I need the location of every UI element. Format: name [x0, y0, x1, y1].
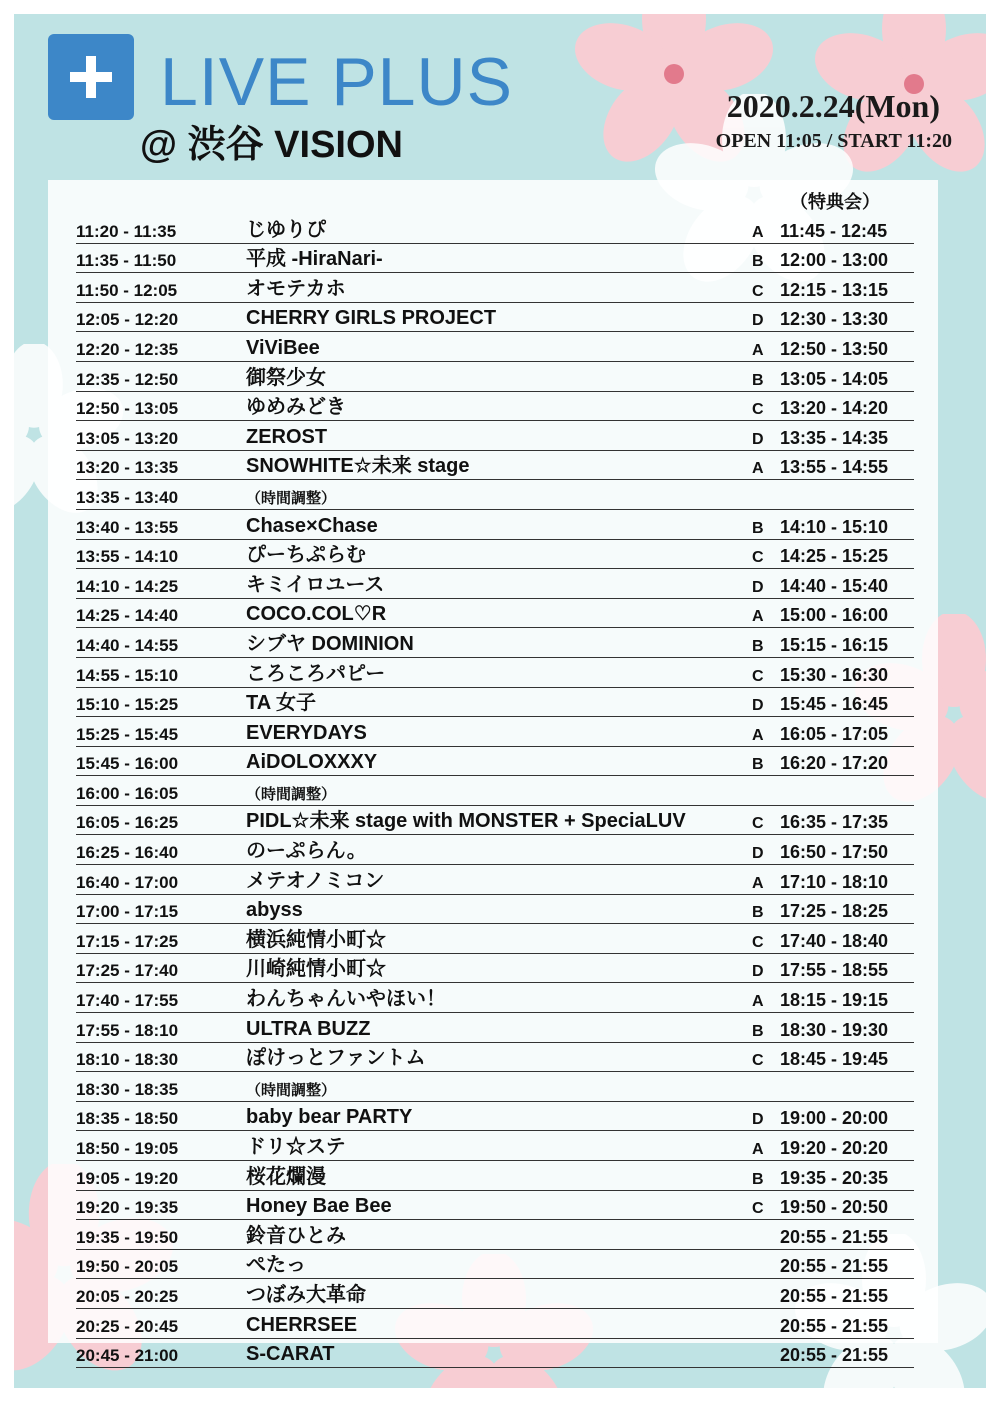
- schedule-row: [76, 1191, 914, 1221]
- tokuten-time: 20:55 - 21:55: [780, 1285, 889, 1306]
- performer-name: ZEROST: [246, 425, 328, 448]
- schedule-row: [76, 1161, 914, 1191]
- tokuten-time: 17:10 - 18:10: [780, 871, 889, 892]
- performer-name: （時間調整）: [246, 785, 337, 803]
- performer-name: じゆりぴ: [246, 218, 326, 241]
- tokuten-time: 13:20 - 14:20: [780, 398, 889, 419]
- tokuten-time: 19:35 - 20:35: [780, 1167, 889, 1188]
- schedule-row: [76, 421, 914, 451]
- performer-name: 桜花爛漫: [246, 1165, 326, 1188]
- performer-name: AiDOLOXXXY: [246, 751, 378, 774]
- schedule-row: [76, 273, 914, 303]
- performer-name: S-CARAT: [246, 1343, 335, 1366]
- time-slot: 13:40 - 13:55: [76, 517, 179, 537]
- tokuten-time: 14:10 - 15:10: [780, 516, 889, 537]
- performer-name: Chase×Chase: [246, 514, 378, 537]
- tokuten-time: 12:50 - 13:50: [780, 338, 889, 359]
- tokuten-group: A: [752, 874, 764, 892]
- time-slot: 14:40 - 14:55: [76, 635, 179, 655]
- time-slot: 15:10 - 15:25: [76, 695, 179, 715]
- schedule-row: [76, 480, 914, 510]
- schedule-row: [76, 510, 914, 540]
- tokuten-group: C: [752, 401, 764, 419]
- tokuten-group: A: [752, 608, 764, 626]
- time-slot: 11:50 - 12:05: [76, 280, 178, 300]
- tokuten-time: 18:30 - 19:30: [780, 1019, 889, 1040]
- performer-name: ぴーちぷらむ: [246, 544, 366, 567]
- performer-name: abyss: [246, 899, 303, 922]
- tokuten-group: C: [752, 282, 764, 300]
- tokuten-time: 17:25 - 18:25: [780, 901, 889, 922]
- performer-name: 川崎純情小町☆: [246, 958, 386, 981]
- performer-name: 鈴音ひとみ: [246, 1224, 346, 1247]
- schedule-row: [76, 1339, 914, 1369]
- schedule-row: [76, 214, 914, 244]
- time-slot: 13:35 - 13:40: [76, 487, 179, 507]
- tokuten-time: 20:55 - 21:55: [780, 1345, 889, 1366]
- time-slot: 13:05 - 13:20: [76, 428, 179, 448]
- schedule-row: [76, 954, 914, 984]
- performer-name: 平成 -HiraNari-: [246, 248, 383, 271]
- tokuten-time: 18:45 - 19:45: [780, 1049, 889, 1070]
- venue-name: @ 渋谷 VISION: [140, 124, 403, 166]
- time-slot: 12:20 - 12:35: [76, 339, 179, 359]
- tokuten-group: A: [752, 726, 764, 744]
- tokuten-time: 19:50 - 20:50: [780, 1197, 889, 1218]
- schedule-row: [76, 332, 914, 362]
- open-start-times: OPEN 11:05 / START 11:20: [715, 130, 952, 152]
- time-slot: 16:00 - 16:05: [76, 783, 179, 803]
- tokuten-group: D: [752, 697, 764, 715]
- tokuten-group: C: [752, 1200, 764, 1218]
- time-slot: 12:50 - 13:05: [76, 399, 179, 419]
- performer-name: PIDL☆未来 stage with MONSTER + SpeciaLUV: [246, 810, 686, 833]
- performer-name: COCO.COL♡R: [246, 603, 387, 626]
- tokuten-group: D: [752, 312, 764, 330]
- tokuten-group: D: [752, 430, 764, 448]
- time-slot: 12:35 - 12:50: [76, 369, 179, 389]
- tokuten-time: 12:30 - 13:30: [780, 309, 889, 330]
- tokuten-group: B: [752, 637, 764, 655]
- schedule-row: [76, 540, 914, 570]
- performer-name: ぺたっ: [246, 1254, 306, 1277]
- time-slot: 11:20 - 11:35: [76, 221, 177, 241]
- tokuten-time: 16:50 - 17:50: [780, 842, 889, 863]
- schedule-row: [76, 1072, 914, 1102]
- performer-name: ULTRA BUZZ: [246, 1017, 371, 1040]
- schedule-row: [76, 362, 914, 392]
- tokuten-group: A: [752, 1141, 764, 1158]
- time-slot: 20:25 - 20:45: [76, 1316, 179, 1336]
- time-slot: 14:10 - 14:25: [76, 576, 179, 596]
- performer-name: baby bear PARTY: [246, 1106, 413, 1129]
- time-slot: 14:55 - 15:10: [76, 665, 179, 685]
- time-slot: 18:10 - 18:30: [76, 1050, 179, 1070]
- schedule-table: [76, 214, 914, 1368]
- tokuten-time: 15:45 - 16:45: [780, 694, 889, 715]
- time-slot: 11:35 - 11:50: [76, 251, 177, 271]
- schedule-row: [76, 303, 914, 333]
- schedule-row: [76, 451, 914, 481]
- schedule-row: [76, 392, 914, 422]
- performer-name: メテオノミコン: [246, 869, 385, 892]
- tokuten-time: 16:20 - 17:20: [780, 753, 889, 774]
- brand-title: LIVE PLUS: [160, 44, 513, 120]
- schedule-row: [76, 895, 914, 925]
- tokuten-time: 15:15 - 16:15: [780, 634, 889, 655]
- tokuten-time: 18:15 - 19:15: [780, 990, 889, 1011]
- tokuten-group: B: [752, 756, 764, 774]
- time-slot: 17:40 - 17:55: [76, 991, 179, 1011]
- tokuten-group: C: [752, 815, 764, 833]
- time-slot: 18:35 - 18:50: [76, 1109, 179, 1129]
- tokuten-time: 11:45 - 12:45: [780, 220, 888, 241]
- performer-name: わんちゃんいやほい！: [246, 988, 446, 1011]
- performer-name: 御祭少女: [246, 366, 326, 389]
- performer-name: キミイロユース: [246, 573, 385, 596]
- performer-name: Honey Bae Bee: [246, 1195, 392, 1218]
- tokuten-time: 17:55 - 18:55: [780, 960, 889, 981]
- tokuten-group: C: [752, 933, 764, 951]
- tokuten-time: 20:55 - 21:55: [780, 1315, 889, 1336]
- time-slot: 19:50 - 20:05: [76, 1257, 179, 1277]
- tokuten-time: 13:35 - 14:35: [780, 427, 889, 448]
- time-slot: 20:45 - 21:00: [76, 1346, 179, 1366]
- tokuten-time: 14:40 - 15:40: [780, 575, 889, 596]
- tokuten-group: B: [752, 904, 764, 922]
- schedule-row: [76, 1220, 914, 1250]
- schedule-row: [76, 244, 914, 274]
- tokuten-time: 19:00 - 20:00: [780, 1108, 889, 1129]
- performer-name: CHERRY GIRLS PROJECT: [246, 307, 497, 330]
- time-slot: 19:20 - 19:35: [76, 1198, 179, 1218]
- time-slot: 17:15 - 17:25: [76, 931, 179, 951]
- tokuten-time: 14:25 - 15:25: [780, 546, 889, 567]
- tokuten-time: 16:05 - 17:05: [780, 723, 889, 744]
- tokuten-group: A: [752, 341, 764, 359]
- time-slot: 15:45 - 16:00: [76, 754, 179, 774]
- performer-name: オモテカホ: [246, 277, 346, 300]
- time-slot: 18:30 - 18:35: [76, 1079, 179, 1099]
- performer-name: （時間調整）: [246, 489, 337, 507]
- tokuten-time: 15:00 - 16:00: [780, 605, 889, 626]
- schedule-row: [76, 1102, 914, 1132]
- schedule-row: [76, 628, 914, 658]
- performer-name: ころころパピー: [246, 662, 386, 685]
- tokuten-time: 20:55 - 21:55: [780, 1226, 889, 1247]
- schedule-row: [76, 865, 914, 895]
- performer-name: CHERRSEE: [246, 1313, 358, 1336]
- schedule-row: [76, 658, 914, 688]
- schedule-row: [76, 599, 914, 629]
- tokuten-time: 12:15 - 13:15: [780, 279, 889, 300]
- performer-name: （時間調整）: [246, 1081, 337, 1099]
- tokuten-group: B: [752, 253, 764, 271]
- tokuten-group: D: [752, 578, 764, 596]
- time-slot: 16:05 - 16:25: [76, 813, 179, 833]
- time-slot: 20:05 - 20:25: [76, 1286, 179, 1306]
- tokuten-time: 16:35 - 17:35: [780, 812, 889, 833]
- time-slot: 19:35 - 19:50: [76, 1227, 179, 1247]
- performer-name: 横浜純情小町☆: [246, 928, 386, 951]
- event-date: 2020.2.24(Mon): [726, 88, 940, 124]
- tokuten-time: 15:30 - 16:30: [780, 664, 889, 685]
- tokuten-time: 19:20 - 20:20: [780, 1138, 889, 1158]
- performer-name: ぽけっとファントム: [246, 1047, 426, 1070]
- schedule-row: [76, 1279, 914, 1309]
- performer-name: SNOWHITE☆未来 stage: [246, 455, 470, 478]
- performer-name: シブヤ DOMINION: [246, 632, 414, 655]
- tokuten-time: 13:55 - 14:55: [780, 457, 889, 478]
- schedule-row: [76, 983, 914, 1013]
- schedule-row: [76, 806, 914, 836]
- tokuten-group: A: [752, 223, 764, 241]
- schedule-row: [76, 688, 914, 718]
- time-slot: 14:25 - 14:40: [76, 606, 179, 626]
- tokuten-group: C: [752, 549, 764, 567]
- time-slot: 18:50 - 19:05: [76, 1139, 179, 1158]
- tokuten-time: 20:55 - 21:55: [780, 1256, 889, 1277]
- time-slot: 13:20 - 13:35: [76, 458, 179, 478]
- performer-name: のーぷらん。: [246, 840, 367, 863]
- schedule-row: [76, 835, 914, 865]
- tokuten-group: A: [752, 460, 764, 478]
- tokuten-group: D: [752, 845, 764, 863]
- performer-name: EVERYDAYS: [246, 721, 367, 744]
- tokuten-time: 17:40 - 18:40: [780, 930, 889, 951]
- schedule-row: [76, 776, 914, 806]
- time-slot: 17:25 - 17:40: [76, 961, 179, 981]
- tokuten-group: D: [752, 963, 764, 981]
- performer-name: TA 女子: [246, 692, 316, 715]
- tokuten-column-header: （特典会）: [790, 192, 880, 213]
- schedule-row: [76, 1131, 914, 1161]
- schedule-row: [76, 569, 914, 599]
- time-slot: 17:55 - 18:10: [76, 1020, 179, 1040]
- schedule-row: [76, 1250, 914, 1280]
- time-slot: 13:55 - 14:10: [76, 547, 179, 567]
- tokuten-group: B: [752, 519, 764, 537]
- tokuten-group: C: [752, 667, 764, 685]
- time-slot: 12:05 - 12:20: [76, 310, 179, 330]
- schedule-row: [76, 747, 914, 777]
- tokuten-group: B: [752, 1022, 764, 1040]
- tokuten-group: A: [752, 993, 764, 1011]
- time-slot: 19:05 - 19:20: [76, 1168, 179, 1188]
- schedule-row: [76, 1043, 914, 1073]
- schedule-row: [76, 717, 914, 747]
- tokuten-time: 13:05 - 14:05: [780, 368, 889, 389]
- tokuten-group: D: [752, 1111, 764, 1129]
- tokuten-group: B: [752, 1170, 764, 1188]
- schedule-row: [76, 1013, 914, 1043]
- schedule-row: [76, 924, 914, 954]
- tokuten-time: 12:00 - 13:00: [780, 250, 889, 271]
- time-slot: 16:25 - 16:40: [76, 843, 179, 863]
- performer-name: つぼみ大革命: [246, 1283, 366, 1306]
- schedule-row: [76, 1309, 914, 1339]
- performer-name: ViViBee: [246, 336, 320, 359]
- plus-icon: [48, 34, 134, 120]
- time-slot: 17:00 - 17:15: [76, 902, 179, 922]
- performer-name: ドリ☆ステ: [246, 1136, 346, 1158]
- performer-name: ゆめみどき: [246, 396, 346, 419]
- tokuten-group: C: [752, 1052, 764, 1070]
- time-slot: 15:25 - 15:45: [76, 724, 179, 744]
- time-slot: 16:40 - 17:00: [76, 872, 179, 892]
- tokuten-group: B: [752, 371, 764, 389]
